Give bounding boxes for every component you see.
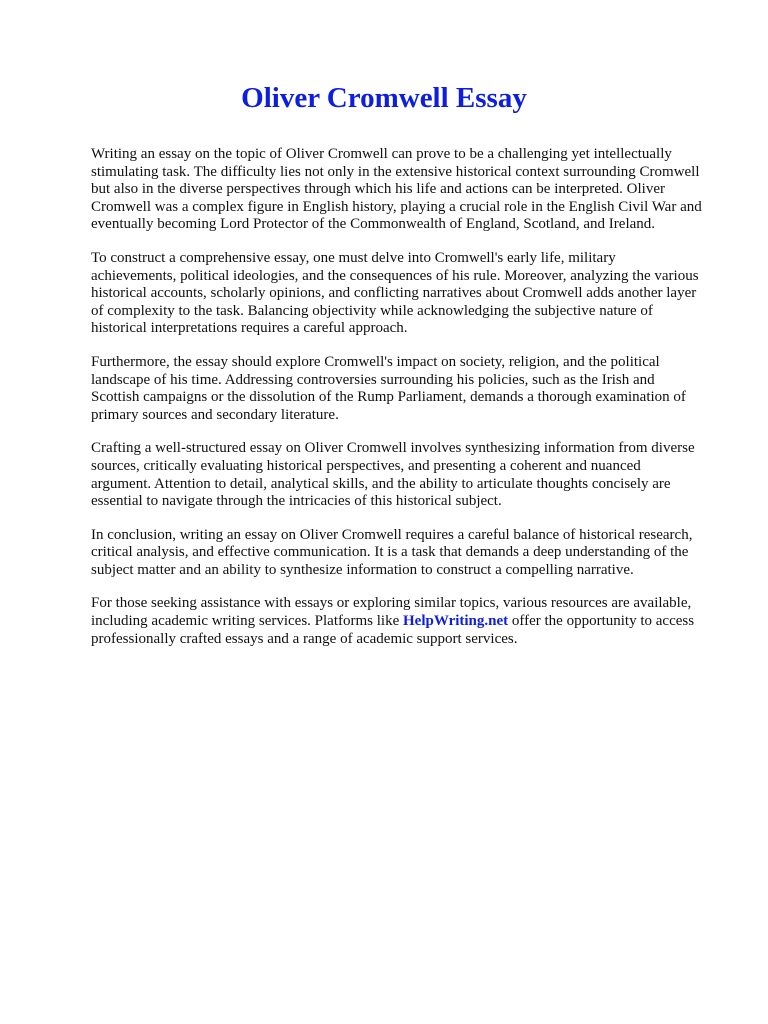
text-line: In conclusion, writing an essay on Oliver Cromwell requires a careful balance of historical research, bbox=[91, 526, 693, 543]
text-line: argument. Attention to detail, analytical skills, and the ability to articulate thoughts concisely are bbox=[91, 475, 671, 492]
text-line: To construct a comprehensive essay, one must delve into Cromwell's early life, military bbox=[91, 249, 616, 266]
text-line: but also in the diverse perspectives through which his life and actions can be interpreted. Oliver bbox=[91, 181, 665, 198]
paragraph-4 bbox=[91, 440, 731, 510]
text-line: subject matter and an ability to synthesize information to construct a compelling narrative. bbox=[91, 561, 634, 578]
helpwriting-link[interactable]: HelpWriting.net bbox=[403, 613, 509, 630]
text-line: For those seeking assistance with essays or exploring similar topics, various resources are available, bbox=[91, 595, 692, 612]
paragraph-2 bbox=[91, 250, 731, 338]
page-title: Oliver Cromwell Essay bbox=[241, 82, 527, 114]
paragraph-5 bbox=[91, 527, 731, 580]
text-line: primary sources and secondary literature. bbox=[91, 406, 339, 423]
paragraph-6 bbox=[91, 595, 731, 648]
text-line: essential to navigate through the intricacies of this historical subject. bbox=[91, 493, 502, 510]
text-line: Scottish campaigns or the dissolution of the Rump Parliament, demands a thorough examination of bbox=[91, 389, 686, 406]
essay-body bbox=[91, 146, 731, 664]
text-line: of complexity to the task. Balancing objectivity while acknowledging the subjective nature of bbox=[91, 302, 653, 319]
text-line: critical analysis, and effective communication. It is a task that demands a deep understanding of the bbox=[91, 544, 689, 561]
text-fragment: including academic writing services. Platforms like bbox=[91, 613, 403, 630]
text-line-with-link bbox=[91, 613, 731, 631]
text-line: stimulating task. The difficulty lies not only in the extensive historical context surrounding Cromwell bbox=[91, 163, 700, 180]
text-line: professionally crafted essays and a range of academic support services. bbox=[91, 630, 518, 647]
text-fragment: offer the opportunity to access bbox=[508, 613, 695, 630]
paragraph-3 bbox=[91, 354, 731, 424]
text-line: Cromwell was a complex figure in English history, playing a crucial role in the English Civil War and bbox=[91, 198, 702, 215]
text-line: landscape of his time. Addressing controversies surrounding his policies, such as the Irish and bbox=[91, 371, 655, 388]
text-line: Furthermore, the essay should explore Cromwell's impact on society, religion, and the political bbox=[91, 353, 660, 370]
text-line: eventually becoming Lord Protector of the Commonwealth of England, Scotland, and Ireland. bbox=[91, 216, 656, 233]
text-line: historical interpretations requires a careful approach. bbox=[91, 320, 408, 337]
text-line: sources, critically evaluating historical perspectives, and presenting a coherent and nuanced bbox=[91, 457, 641, 474]
text-line: achievements, political ideologies, and the consequences of his rule. Moreover, analyzing the various bbox=[91, 267, 699, 284]
paragraph-1 bbox=[91, 146, 731, 234]
text-line: historical accounts, scholarly opinions, and conflicting narratives about Cromwell adds another layer bbox=[91, 285, 697, 302]
text-line: Writing an essay on the topic of Oliver Cromwell can prove to be a challenging yet intellectually bbox=[91, 146, 672, 162]
text-line: Crafting a well-structured essay on Oliver Cromwell involves synthesizing information from diverse bbox=[91, 440, 695, 457]
